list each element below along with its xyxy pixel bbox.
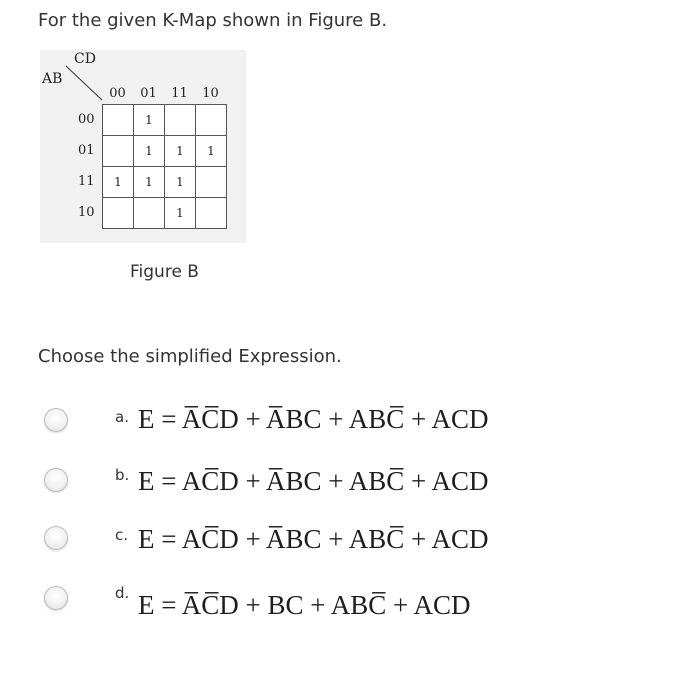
kmap-cell	[196, 198, 227, 229]
kmap-row	[103, 167, 227, 198]
option-c-radio[interactable]	[44, 526, 68, 550]
option-b-letter: b.	[115, 466, 130, 484]
kmap-cell: 1	[134, 167, 165, 198]
kmap-cell	[103, 105, 134, 136]
kmap-row-header: 00	[78, 112, 95, 127]
kmap-ab-label: AB	[42, 71, 63, 87]
kmap-row-header: 11	[78, 174, 95, 189]
option-a-expression: E = A̅C̅D + A̅BC + ABC̅ + ACD	[138, 404, 489, 434]
kmap-cell: 1	[134, 105, 165, 136]
question-text: For the given K-Map shown in Figure B.	[38, 10, 388, 31]
option-c-letter: c.	[115, 526, 129, 544]
kmap-cd-label: CD	[74, 51, 96, 67]
option-b[interactable]	[0, 456, 700, 506]
kmap-cell	[165, 105, 196, 136]
figure-caption: Figure B	[130, 262, 199, 282]
option-d-expression: E = A̅C̅D + BC + ABC̅ + ACD	[138, 590, 471, 620]
option-a-letter: a.	[115, 408, 129, 426]
kmap-cell	[196, 167, 227, 198]
kmap-row	[103, 105, 227, 136]
kmap-col-header: 11	[171, 86, 188, 101]
kmap-col-header: 00	[109, 86, 126, 101]
kmap-row-header: 10	[78, 205, 95, 220]
kmap-cell: 1	[196, 136, 227, 167]
option-a[interactable]	[0, 396, 700, 446]
kmap-row-header: 01	[78, 143, 95, 158]
kmap-diagonal	[40, 50, 246, 110]
option-c[interactable]	[0, 516, 700, 566]
option-d[interactable]	[0, 578, 700, 628]
kmap-col-header: 10	[202, 86, 219, 101]
kmap-cell: 1	[165, 198, 196, 229]
kmap-cell	[103, 136, 134, 167]
option-b-radio[interactable]	[44, 468, 68, 492]
option-a-radio[interactable]	[44, 408, 68, 432]
kmap-row	[103, 136, 227, 167]
kmap-cell: 1	[165, 167, 196, 198]
kmap-col-header: 01	[140, 86, 157, 101]
kmap-cell	[103, 198, 134, 229]
prompt-text: Choose the simplified Expression.	[38, 346, 342, 367]
option-b-expression: E = AC̅D + A̅BC + ABC̅ + ACD	[138, 466, 489, 496]
kmap-cell	[196, 105, 227, 136]
kmap-cell	[134, 198, 165, 229]
option-d-letter: d.	[115, 584, 130, 602]
kmap-grid	[102, 104, 227, 229]
kmap-figure	[40, 50, 246, 243]
kmap-cell: 1	[165, 136, 196, 167]
option-d-radio[interactable]	[44, 586, 68, 610]
kmap-cell: 1	[134, 136, 165, 167]
kmap-row	[103, 198, 227, 229]
kmap-cell: 1	[103, 167, 134, 198]
option-c-expression: E = AC̅D + A̅BC + ABC̅ + ACD	[138, 524, 489, 554]
